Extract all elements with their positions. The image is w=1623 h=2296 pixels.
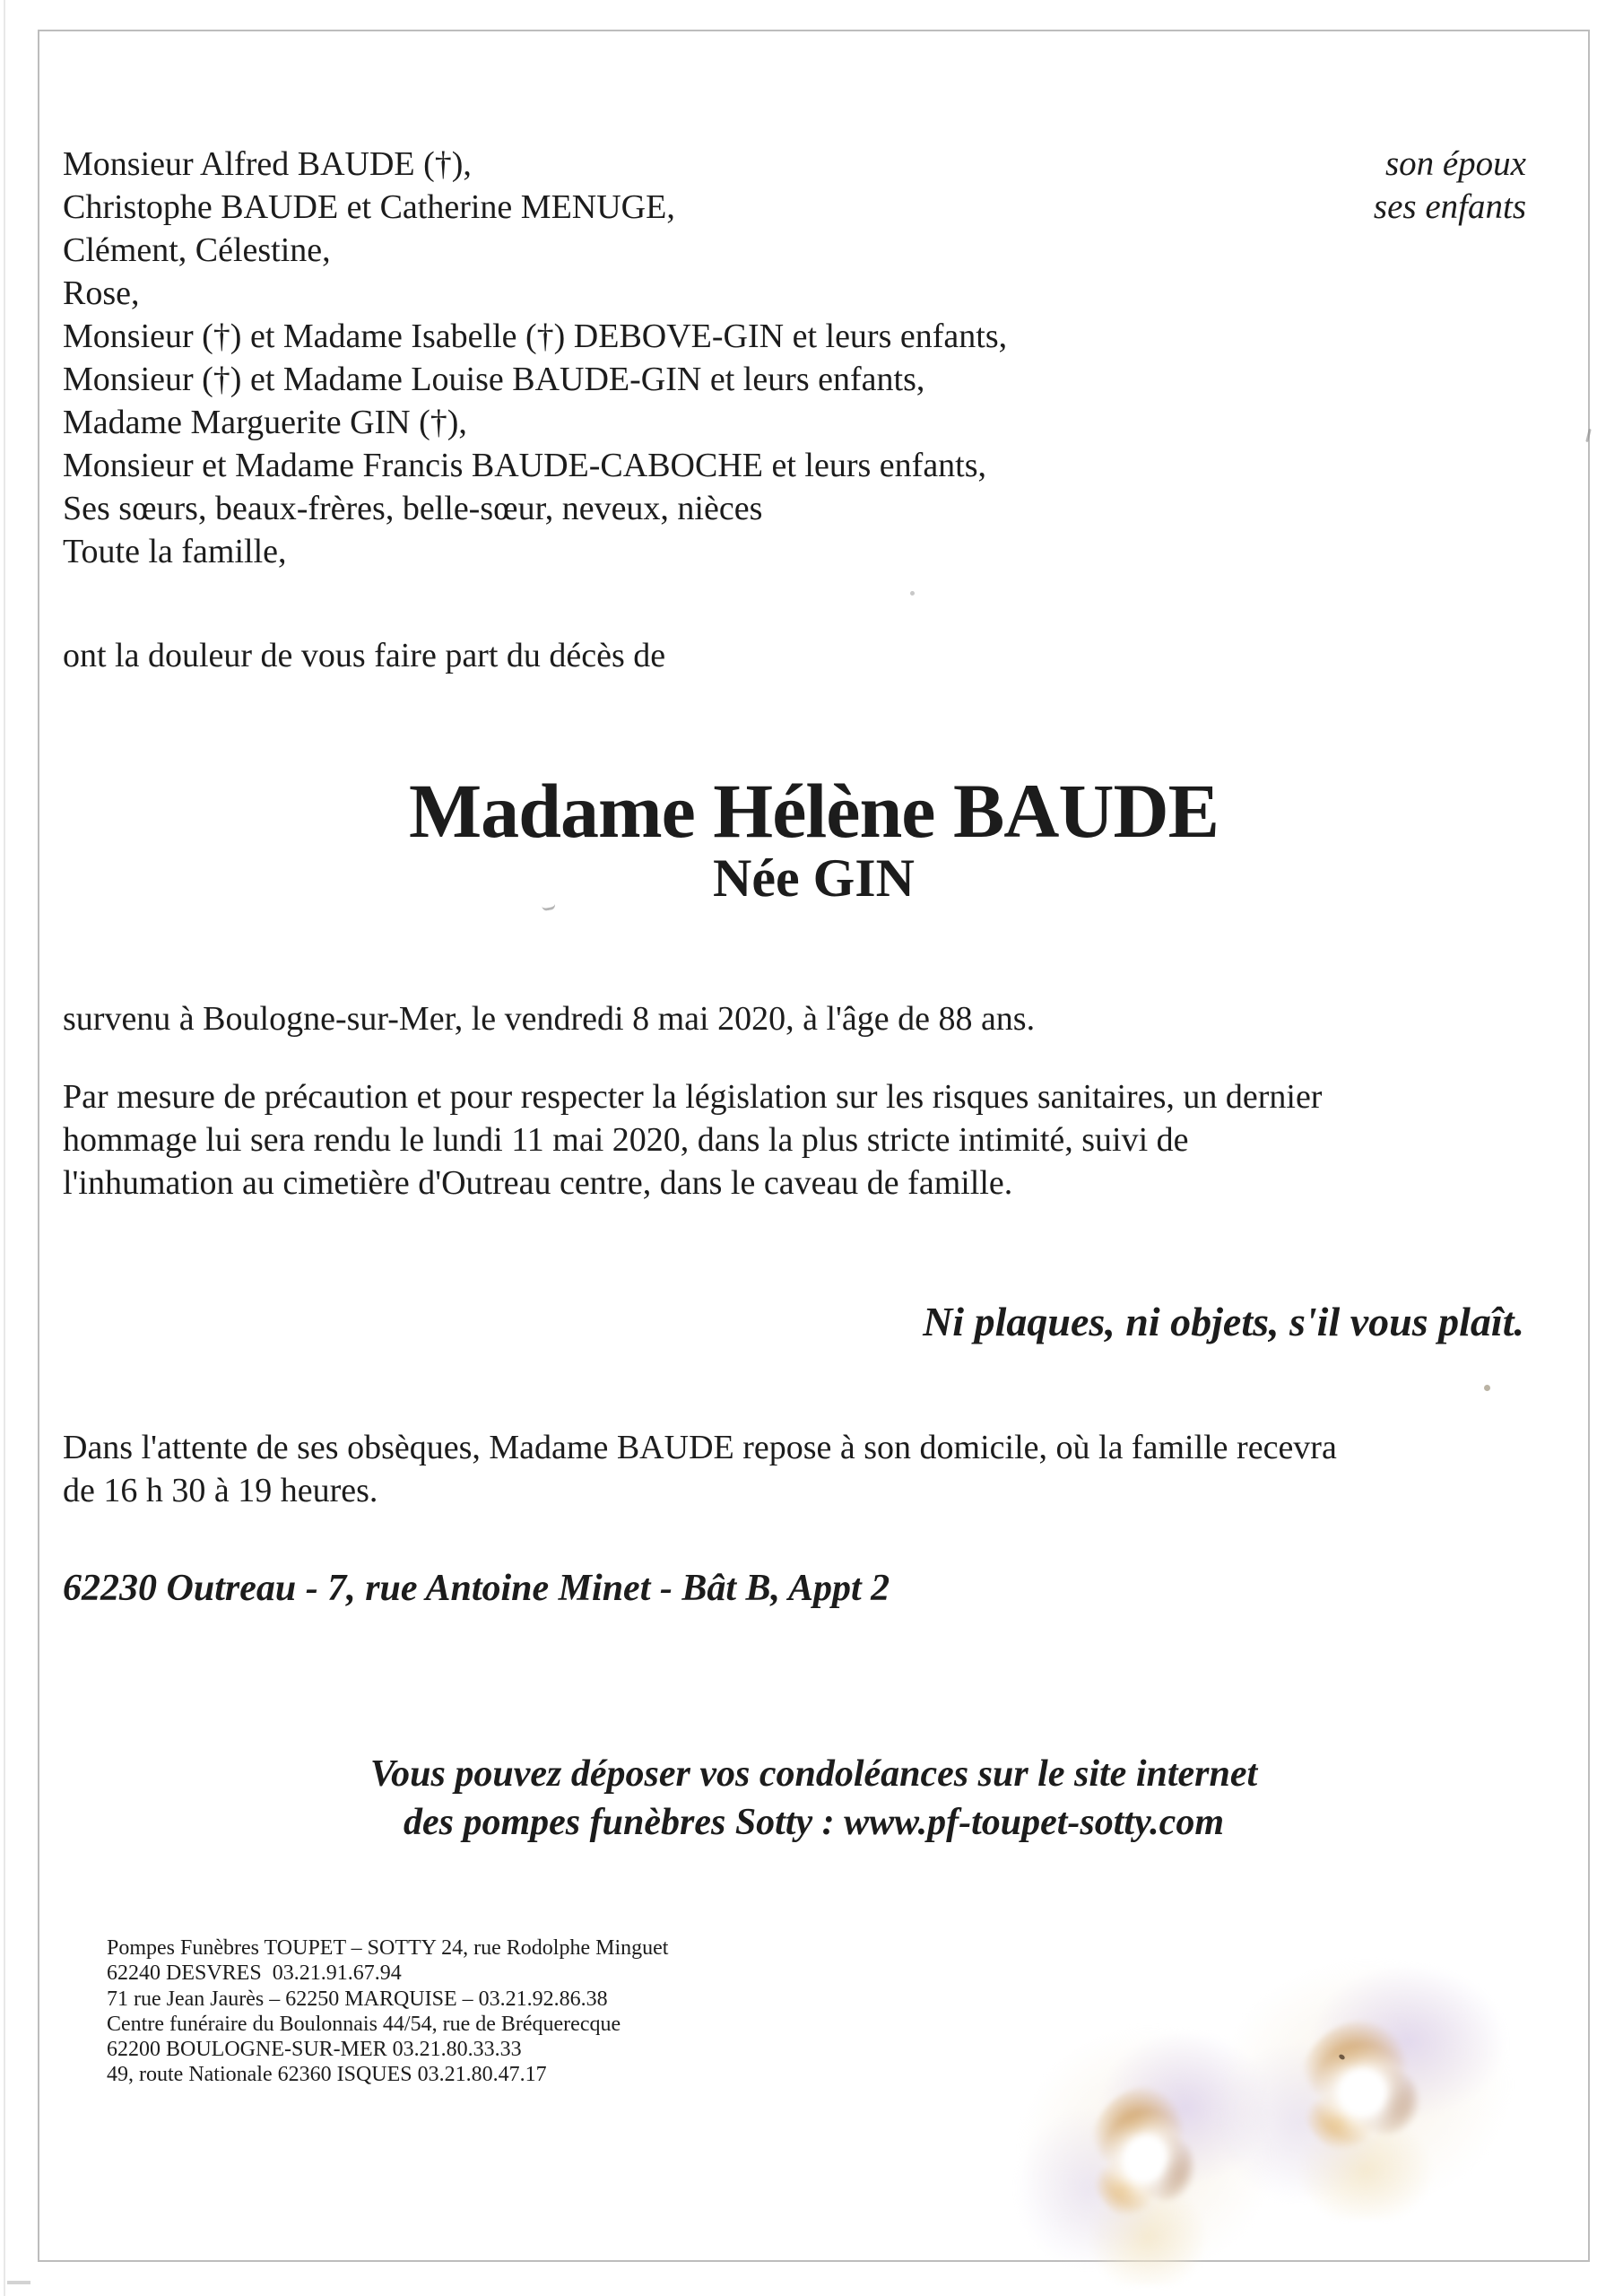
wake-paragraph xyxy=(63,1426,1337,1512)
family-line: Rose, xyxy=(63,274,140,312)
family-line: Christophe BAUDE et Catherine MENUGE, xyxy=(63,188,675,226)
no-plaques-request: Ni plaques, ni objets, s'il vous plaît. xyxy=(923,1299,1524,1344)
precaution-line: Par mesure de précaution et pour respecter la législation sur les risques sanitaires, un dernier xyxy=(63,1078,1323,1116)
scanner-edge-line xyxy=(4,0,5,2296)
scan-artifact xyxy=(910,591,915,596)
maiden-name: Née GIN xyxy=(713,848,915,908)
condolences-line: Vous pouvez déposer vos condoléances sur le site internet xyxy=(369,1753,1258,1795)
condolences-line: des pompes funèbres Sotty : www.pf-toupet-sotty.com xyxy=(404,1802,1224,1843)
orchid-flower-right xyxy=(1213,1950,1518,2219)
relation-line: ses enfants xyxy=(1373,187,1526,226)
scan-artifact xyxy=(1585,429,1592,442)
wake-line: de 16 h 30 à 19 heures. xyxy=(63,1472,378,1509)
scan-artifact xyxy=(1484,1385,1490,1391)
family-line: Madame Marguerite GIN (†), xyxy=(63,404,467,441)
family-line: Ses sœurs, beaux-frères, belle-sœur, neveux, nièces xyxy=(63,490,763,527)
family-line: Toute la famille, xyxy=(63,533,287,570)
family-line: Monsieur (†) et Madame Louise BAUDE-GIN et leurs enfants, xyxy=(63,361,925,398)
precaution-paragraph xyxy=(63,1075,1322,1205)
precaution-line: hommage lui sera rendu le lundi 11 mai 2020, dans la plus stricte intimité, suivi de xyxy=(63,1121,1189,1159)
wake-line: Dans l'attente de ses obsèques, Madame BAUDE repose à son domicile, où la famille recevra xyxy=(63,1429,1337,1466)
relation-line: son époux xyxy=(1384,144,1526,183)
funeral-home-line: Pompes Funèbres TOUPET – SOTTY 24, rue Rodolphe Minguet xyxy=(107,1936,669,1960)
family-line: Monsieur et Madame Francis BAUDE-CABOCHE et leurs enfants, xyxy=(63,447,987,484)
relation-list xyxy=(1374,143,1526,229)
scan-artifact xyxy=(541,899,556,911)
funeral-home-line: 62200 BOULOGNE-SUR-MER 03.21.80.33.33 xyxy=(107,2038,522,2062)
funeral-home-line: 71 rue Jean Jaurès – 62250 MARQUISE – 03.21.92.86.38 xyxy=(107,1987,608,2011)
funeral-home-line: 62240 DESVRES 03.21.91.67.94 xyxy=(107,1961,402,1986)
funeral-home-line: 49, route Nationale 62360 ISQUES 03.21.80.47.17 xyxy=(107,2063,547,2087)
funeral-home-details xyxy=(107,1935,668,2088)
home-address: 62230 Outreau - 7, rue Antoine Minet - Bât B, Appt 2 xyxy=(63,1568,890,1609)
precaution-line: l'inhumation au cimetière d'Outreau centre, dans le caveau de famille. xyxy=(63,1164,1013,1202)
condolences-note xyxy=(39,1750,1588,1847)
family-list xyxy=(63,143,1007,573)
document-page xyxy=(38,30,1590,2262)
family-line: Monsieur Alfred BAUDE (†), xyxy=(63,145,472,183)
funeral-home-line: Centre funéraire du Boulonnais 44/54, rue de Bréquerecque xyxy=(107,2012,621,2036)
scanner-edge-mark xyxy=(7,2281,30,2284)
family-line: Clément, Célestine, xyxy=(63,231,331,269)
deceased-name: Madame Hélène BAUDE xyxy=(409,768,1219,854)
death-notice: survenu à Boulogne-sur-Mer, le vendredi 8 mai 2020, à l'âge de 88 ans. xyxy=(63,1000,1036,1038)
family-line: Monsieur (†) et Madame Isabelle (†) DEBOVE-GIN et leurs enfants, xyxy=(63,317,1008,355)
announcement-intro: ont la douleur de vous faire part du décès de xyxy=(63,637,666,674)
